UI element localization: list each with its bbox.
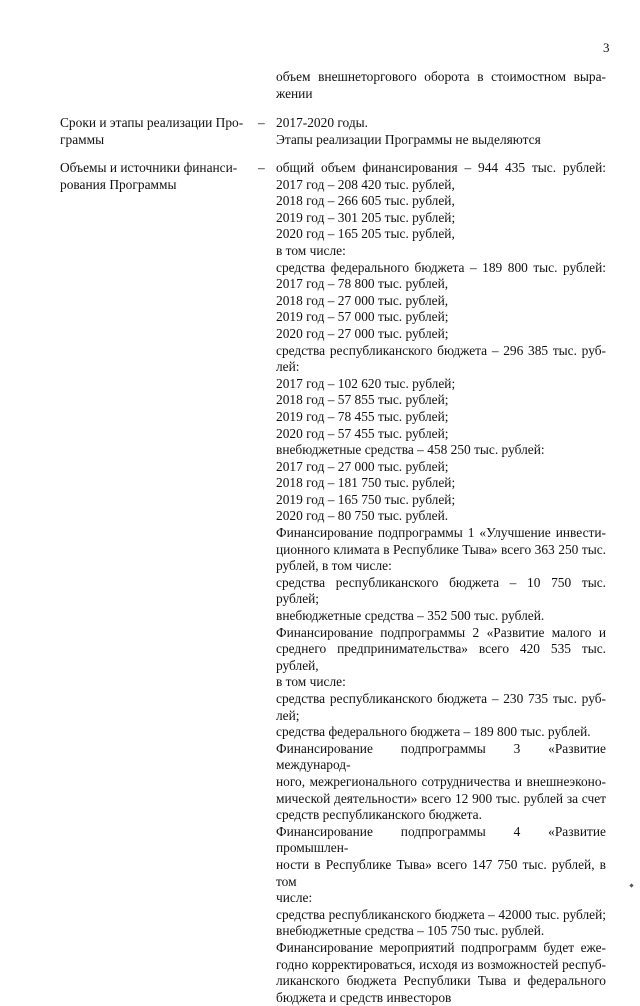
funding-line: 2019 год – 301 205 тыс. рублей; bbox=[276, 209, 456, 225]
funding-line: средства республиканского бюджета – 42000 тыс. рублей; bbox=[276, 906, 606, 922]
terms-dash: – bbox=[258, 115, 265, 130]
funding-line: средства республиканского бюджета – 296 385 тыс. руб- bbox=[276, 342, 606, 358]
intro-line: жении bbox=[276, 85, 313, 101]
funding-line: в том числе: bbox=[276, 242, 346, 258]
funding-line: 2018 год – 27 000 тыс. рублей, bbox=[276, 292, 449, 308]
funding-line: внебюджетные средства – 458 250 тыс. рублей: bbox=[276, 442, 545, 458]
funding-line: 2020 год – 80 750 тыс. рублей. bbox=[276, 508, 449, 524]
funding-line: 2018 год – 181 750 тыс. рублей; bbox=[276, 475, 456, 491]
funding-line: 2018 год – 57 855 тыс. рублей; bbox=[276, 392, 449, 408]
funding-line: 2017 год – 27 000 тыс. рублей; bbox=[276, 458, 449, 474]
label-line: Сроки и этапы реализации Про- bbox=[60, 115, 244, 130]
terms-content bbox=[276, 115, 606, 148]
terms-label bbox=[60, 115, 244, 148]
funding-line: среднего предпринимательства» всего 420 535 тыс. рублей, bbox=[276, 641, 606, 673]
funding-line: Финансирование мероприятий подпрограмм будет еже- bbox=[276, 939, 606, 955]
funding-line: бюджета и средств инвесторов bbox=[276, 989, 452, 1005]
funding-line: средства федерального бюджета – 189 800 тыс. рублей: bbox=[276, 259, 606, 275]
funding-line: 2018 год – 266 605 тыс. рублей, bbox=[276, 193, 455, 209]
funding-label bbox=[60, 160, 240, 193]
funding-line: 2019 год – 165 750 тыс. рублей; bbox=[276, 491, 456, 507]
funding-line: средства республиканского бюджета – 10 750 тыс. рублей; bbox=[276, 574, 606, 607]
funding-line: 2017 год – 102 620 тыс. рублей; bbox=[276, 375, 456, 391]
funding-line: числе: bbox=[276, 890, 313, 906]
funding-line: 2017 год – 78 800 тыс. рублей, bbox=[276, 276, 449, 292]
content-line: Этапы реализации Программы не выделяются bbox=[276, 131, 541, 147]
funding-line: рублей, в том числе: bbox=[276, 558, 392, 574]
funding-line: 2020 год – 57 455 тыс. рублей; bbox=[276, 425, 449, 441]
funding-line: внебюджетные средства – 352 500 тыс. рублей. bbox=[276, 608, 545, 624]
funding-line: Финансирование подпрограммы 2 «Развитие малого и bbox=[276, 624, 606, 640]
funding-line: 2019 год – 78 455 тыс. рублей; bbox=[276, 408, 449, 424]
funding-line: ликанского бюджета Республики Тыва и федерального bbox=[276, 973, 606, 989]
label-line: Объемы и источники финанси- bbox=[60, 160, 238, 175]
funding-line: годно корректироваться, исходя из возможностей респуб- bbox=[276, 956, 606, 972]
funding-line: 2019 год – 57 000 тыс. рублей; bbox=[276, 309, 449, 325]
page-number: 3 bbox=[603, 40, 610, 55]
funding-content bbox=[276, 160, 606, 1006]
funding-line: Финансирование подпрограммы 1 «Улучшение инвести- bbox=[276, 525, 606, 541]
funding-line: 2020 год – 27 000 тыс. рублей; bbox=[276, 325, 449, 341]
funding-line: Финансирование подпрограммы 4 «Развитие промышлен- bbox=[276, 823, 606, 856]
funding-line: ного, межрегионального сотрудничества и внешнеэконо- bbox=[276, 773, 606, 789]
funding-line: Финансирование подпрограммы 3 «Развитие международ- bbox=[276, 740, 606, 773]
funding-line: ционного климата в Республике Тыва» всего 363 250 тыс. bbox=[276, 541, 606, 557]
intro-line: объем внешнеторгового оборота в стоимостном выра- bbox=[276, 69, 606, 84]
funding-line: лей; bbox=[276, 707, 300, 723]
funding-line: общий объем финансирования – 944 435 тыс. рублей: bbox=[276, 160, 606, 175]
funding-line: внебюджетные средства – 105 750 тыс. рублей. bbox=[276, 923, 545, 939]
label-line: рования Программы bbox=[60, 176, 177, 192]
funding-dash: – bbox=[258, 160, 265, 175]
intro-text bbox=[276, 69, 606, 102]
funding-line: 2017 год – 208 420 тыс. рублей, bbox=[276, 176, 455, 192]
funding-line: лей: bbox=[276, 359, 300, 375]
funding-line: мической деятельности» всего 12 900 тыс. рублей за счет bbox=[276, 790, 606, 806]
label-line: граммы bbox=[60, 131, 105, 147]
funding-line: ности в Республике Тыва» всего 147 750 тыс. рублей, в том bbox=[276, 856, 606, 889]
scan-mark bbox=[629, 883, 633, 887]
funding-line: в том числе: bbox=[276, 674, 346, 690]
funding-line: средства республиканского бюджета – 230 735 тыс. руб- bbox=[276, 691, 606, 706]
content-line: 2017-2020 годы. bbox=[276, 115, 368, 130]
funding-line: средства федерального бюджета – 189 800 тыс. рублей. bbox=[276, 724, 591, 740]
funding-line: 2020 год – 165 205 тыс. рублей, bbox=[276, 226, 455, 242]
funding-line: средств республиканского бюджета. bbox=[276, 807, 482, 823]
